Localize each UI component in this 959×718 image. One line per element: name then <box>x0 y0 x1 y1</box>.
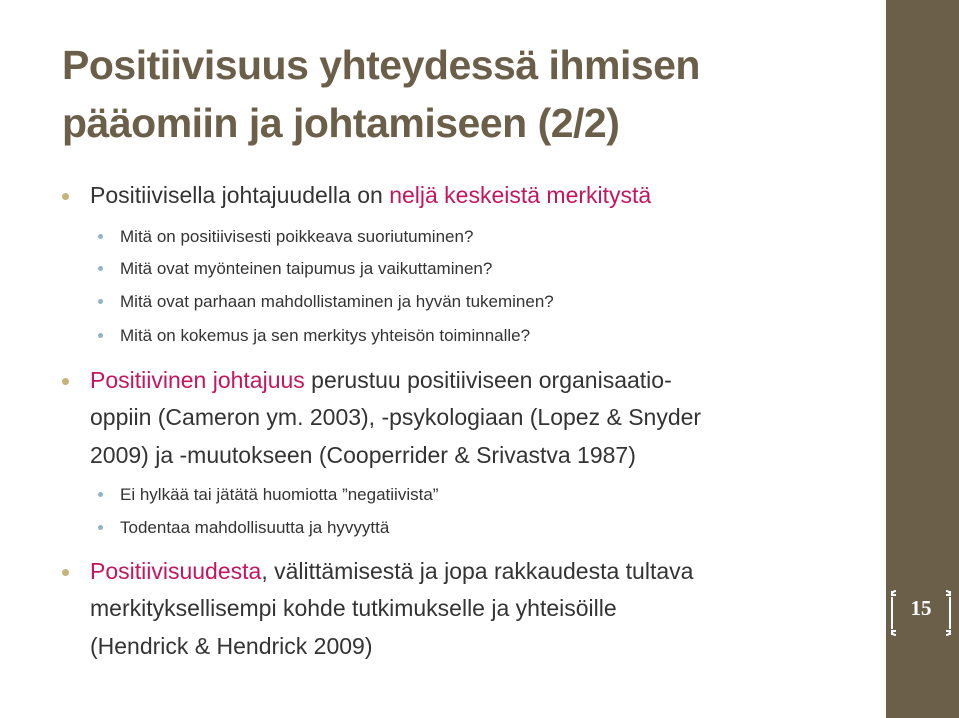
bullet-highlight: neljä keskeistä merkitystä <box>389 182 652 208</box>
bullet-highlight: Positiivinen johtajuus <box>90 367 305 393</box>
sub-bullet-text: Mitä ovat myönteinen taipumus ja vaikuttaminen? <box>120 259 493 278</box>
bullet-text: , välittämisestä ja jopa rakkaudesta tultava <box>261 558 694 584</box>
bullet-text: perustuu positiiviseen organisaatio- <box>304 367 672 393</box>
bullet-text: (Hendrick & Hendrick 2009) <box>90 633 373 659</box>
bullet-text: 2009) ja -muutokseen (Cooperrider & Srivastva 1987) <box>90 442 636 468</box>
bullet-highlight: Positiivisuudesta <box>90 558 262 584</box>
sub-bullet-text: Mitä ovat parhaan mahdollistaminen ja hyvän tukeminen? <box>120 292 554 311</box>
sub-bullet-text: Mitä on kokemus ja sen merkitys yhteisön toiminnalle? <box>120 326 531 345</box>
bullet-text: merkityksellisempi kohde tutkimukselle ja yhteisöille <box>90 595 617 621</box>
bullet-dot-icon <box>62 193 69 200</box>
sub-bullet-dot-icon <box>98 492 103 497</box>
sub-bullet-dot-icon <box>98 333 103 338</box>
page-number: 15 <box>910 596 932 620</box>
page-number-badge <box>888 589 954 637</box>
sub-bullet-text: Ei hylkää tai jätätä huomiotta ”negatiivista” <box>120 485 439 504</box>
sub-bullet-dot-icon <box>98 525 103 530</box>
sub-bullet-dot-icon <box>98 299 103 304</box>
bullet-dot-icon <box>62 569 69 576</box>
bullet-text: Positiivisella johtajuudella on <box>90 182 390 208</box>
bullet-dot-icon <box>62 378 69 385</box>
sub-bullet-dot-icon <box>98 234 103 239</box>
slide-title-line-1: Positiivisuus yhteydessä ihmisen <box>62 42 700 88</box>
bullet-text: oppiin (Cameron ym. 2003), -psykologiaan (Lopez & Snyder <box>90 404 702 430</box>
sub-bullet-text: Mitä on positiivisesti poikkeava suoriutuminen? <box>120 227 474 246</box>
sub-bullet-dot-icon <box>98 266 103 271</box>
sub-bullet-text: Todentaa mahdollisuutta ja hyvyyttä <box>120 518 390 537</box>
slide-title-line-2: pääomiin ja johtamiseen (2/2) <box>62 100 620 146</box>
